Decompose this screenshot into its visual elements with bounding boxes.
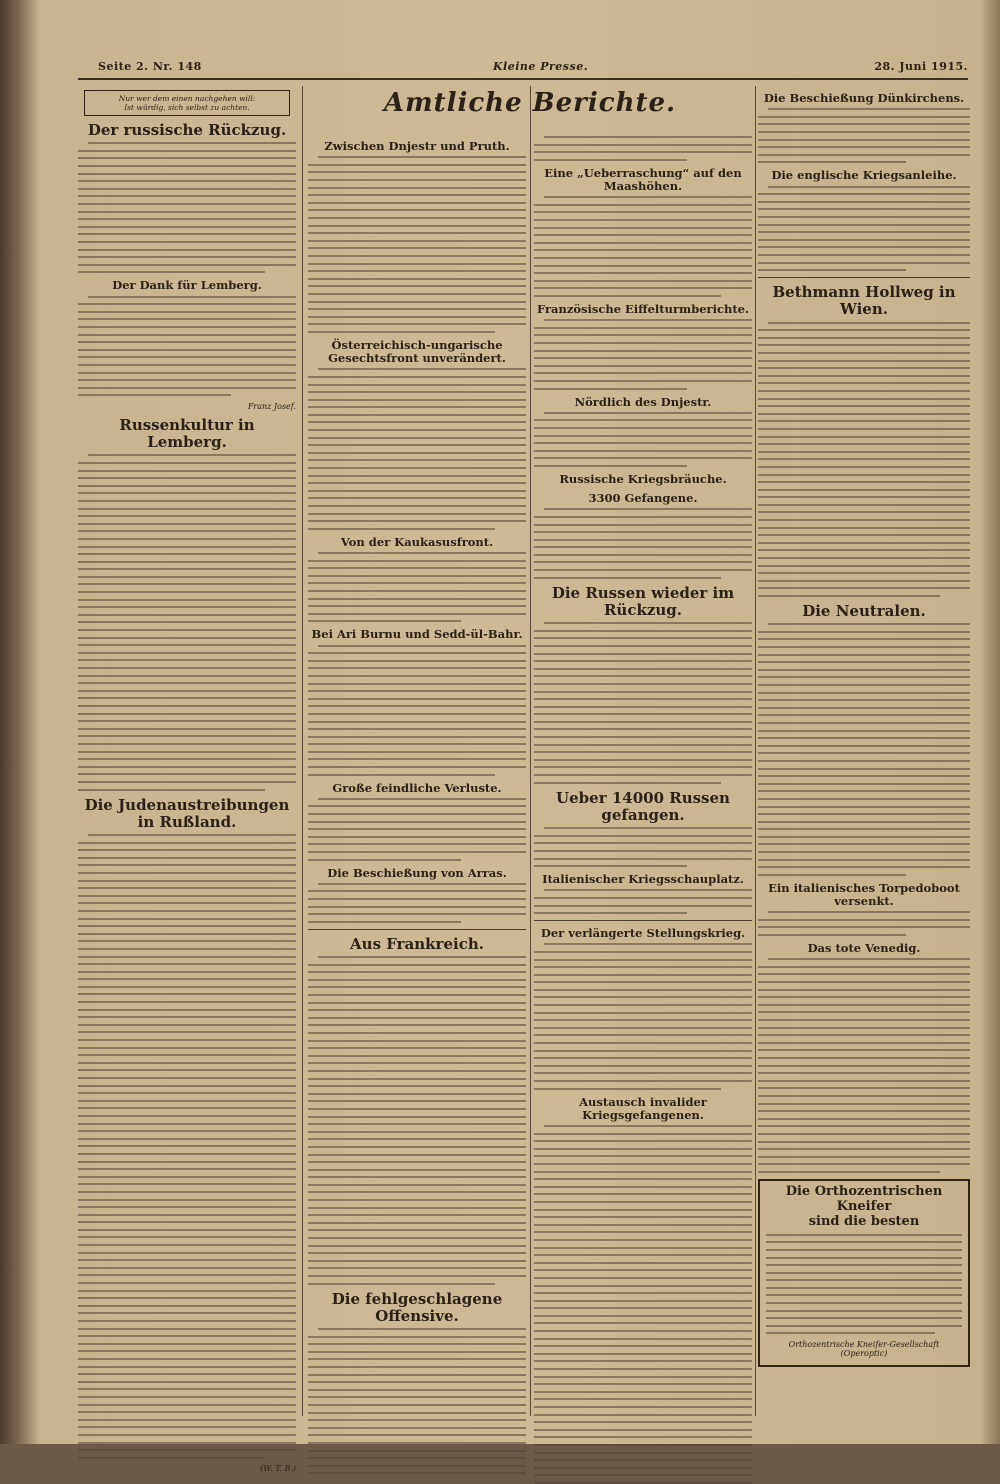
article-body (534, 827, 752, 867)
article-headline: Zwischen Dnjestr und Pruth. (324, 139, 510, 153)
section-divider (308, 929, 526, 930)
article-headline: Die Judenaustreibungen in Rußland. (84, 795, 290, 831)
ad-body (766, 1234, 962, 1335)
page-number-header: Seite 2. Nr. 148 (98, 60, 202, 73)
article-body (534, 889, 752, 914)
column-4 (758, 86, 970, 1416)
article-body (308, 883, 526, 923)
ad-subheadline: sind die besten (808, 1213, 920, 1229)
article-body (308, 1328, 526, 1474)
article-headline: Italienischer Kriegsschauplatz. (542, 872, 744, 887)
article-body (758, 322, 970, 597)
article-headline: Nördlich des Dnjestr. (574, 394, 712, 409)
article-headline: Der russische Rückzug. (87, 121, 287, 139)
article-body (534, 196, 752, 297)
article-headline: Von der Kaukasusfront. (340, 534, 494, 549)
article-headline: Französische Eiffelturmberichte. (537, 301, 749, 316)
motto-line: Nur wer dem einen nachgehen will: (118, 94, 256, 103)
article-headline: Die Beschießung von Arras. (327, 865, 507, 880)
motto-box (84, 90, 290, 116)
article-body (308, 552, 526, 622)
header-rule (78, 78, 968, 80)
column-divider (530, 86, 531, 1416)
article-body (534, 508, 752, 578)
article-body (308, 798, 526, 861)
article-headline: Bei Ari Burnu und Sedd-ül-Bahr. (311, 627, 523, 642)
article-body (308, 956, 526, 1285)
column-divider (755, 86, 756, 1416)
article-headline: Eine „Ueberraschung“ auf den Maashöhen. (544, 165, 742, 193)
ad-headline: Die Orthozentrischen Kneifer (785, 1183, 943, 1214)
article-body (308, 368, 526, 529)
article-headline: Die Neutralen. (802, 602, 926, 620)
motto-line: Ist würdig, sich selbst zu achten. (124, 103, 250, 112)
article-headline: Austausch invalider Kriegsgefangenen. (579, 1094, 707, 1122)
article-headline: Russenkultur in Lemberg. (119, 415, 255, 452)
date-header: 28. Juni 1915. (874, 60, 968, 73)
article-body (534, 1125, 752, 1484)
article-body (534, 136, 752, 161)
column-2 (308, 86, 526, 1416)
article-body (534, 943, 752, 1089)
section-title: Amtliche Berichte. (383, 88, 677, 118)
article-headline: Die Russen wieder im Rückzug. (551, 583, 735, 619)
article-body (308, 156, 526, 333)
signature: Franz Josef. (247, 401, 296, 411)
article-headline: Ein italienisches Torpedoboot versenkt. (768, 880, 960, 909)
article-headline: Das tote Venedig. (807, 941, 921, 956)
column-3 (534, 86, 752, 1416)
article-body (534, 319, 752, 389)
article-body (308, 645, 526, 776)
article-body (78, 142, 296, 273)
signature: (W. T. B.) (260, 1464, 296, 1474)
ad-footer: Orthozentrische Kneifer-Gesellschaft (Operoptic) (788, 1340, 940, 1359)
column-1 (78, 86, 296, 1474)
article-body (758, 911, 970, 936)
article-body (78, 296, 296, 397)
article-headline: Russische Kriegsbräuche. (559, 471, 727, 486)
article-headline: Der Dank für Lemberg. (112, 278, 262, 293)
article-headline: Österreichisch-ungarische Gesechtsfront unverändert. (328, 337, 506, 366)
article-headline: Bethmann Hollweg in Wien. (772, 283, 956, 319)
article-body (758, 186, 970, 272)
article-body (758, 108, 970, 163)
article-body (534, 412, 752, 467)
article-body (78, 834, 296, 1459)
article-headline: Aus Frankreich. (350, 934, 484, 953)
section-divider (534, 920, 752, 921)
article-headline: Ueber 14000 Russen gefangen. (556, 788, 730, 824)
column-divider (302, 86, 303, 1416)
newspaper-page (58, 52, 968, 1474)
newspaper-name-header: Kleine Presse. (493, 60, 589, 73)
section-divider (758, 277, 970, 278)
article-body (758, 623, 970, 876)
article-headline: Die englische Kriegsanleihe. (771, 168, 957, 183)
article-headline: Die Beschießung Dünkirchens. (763, 91, 965, 105)
article-headline: Die fehlgeschlagene Offensive. (331, 1289, 503, 1325)
article-body (78, 454, 296, 790)
article-headline: Große feindliche Verluste. (332, 780, 502, 795)
article-body (758, 958, 970, 1173)
article-body (534, 622, 752, 783)
article-subheadline: 3300 Gefangene. (588, 491, 698, 506)
article-headline: Der verlängerte Stellungskrieg. (540, 926, 746, 941)
advertisement-box (758, 1179, 970, 1367)
